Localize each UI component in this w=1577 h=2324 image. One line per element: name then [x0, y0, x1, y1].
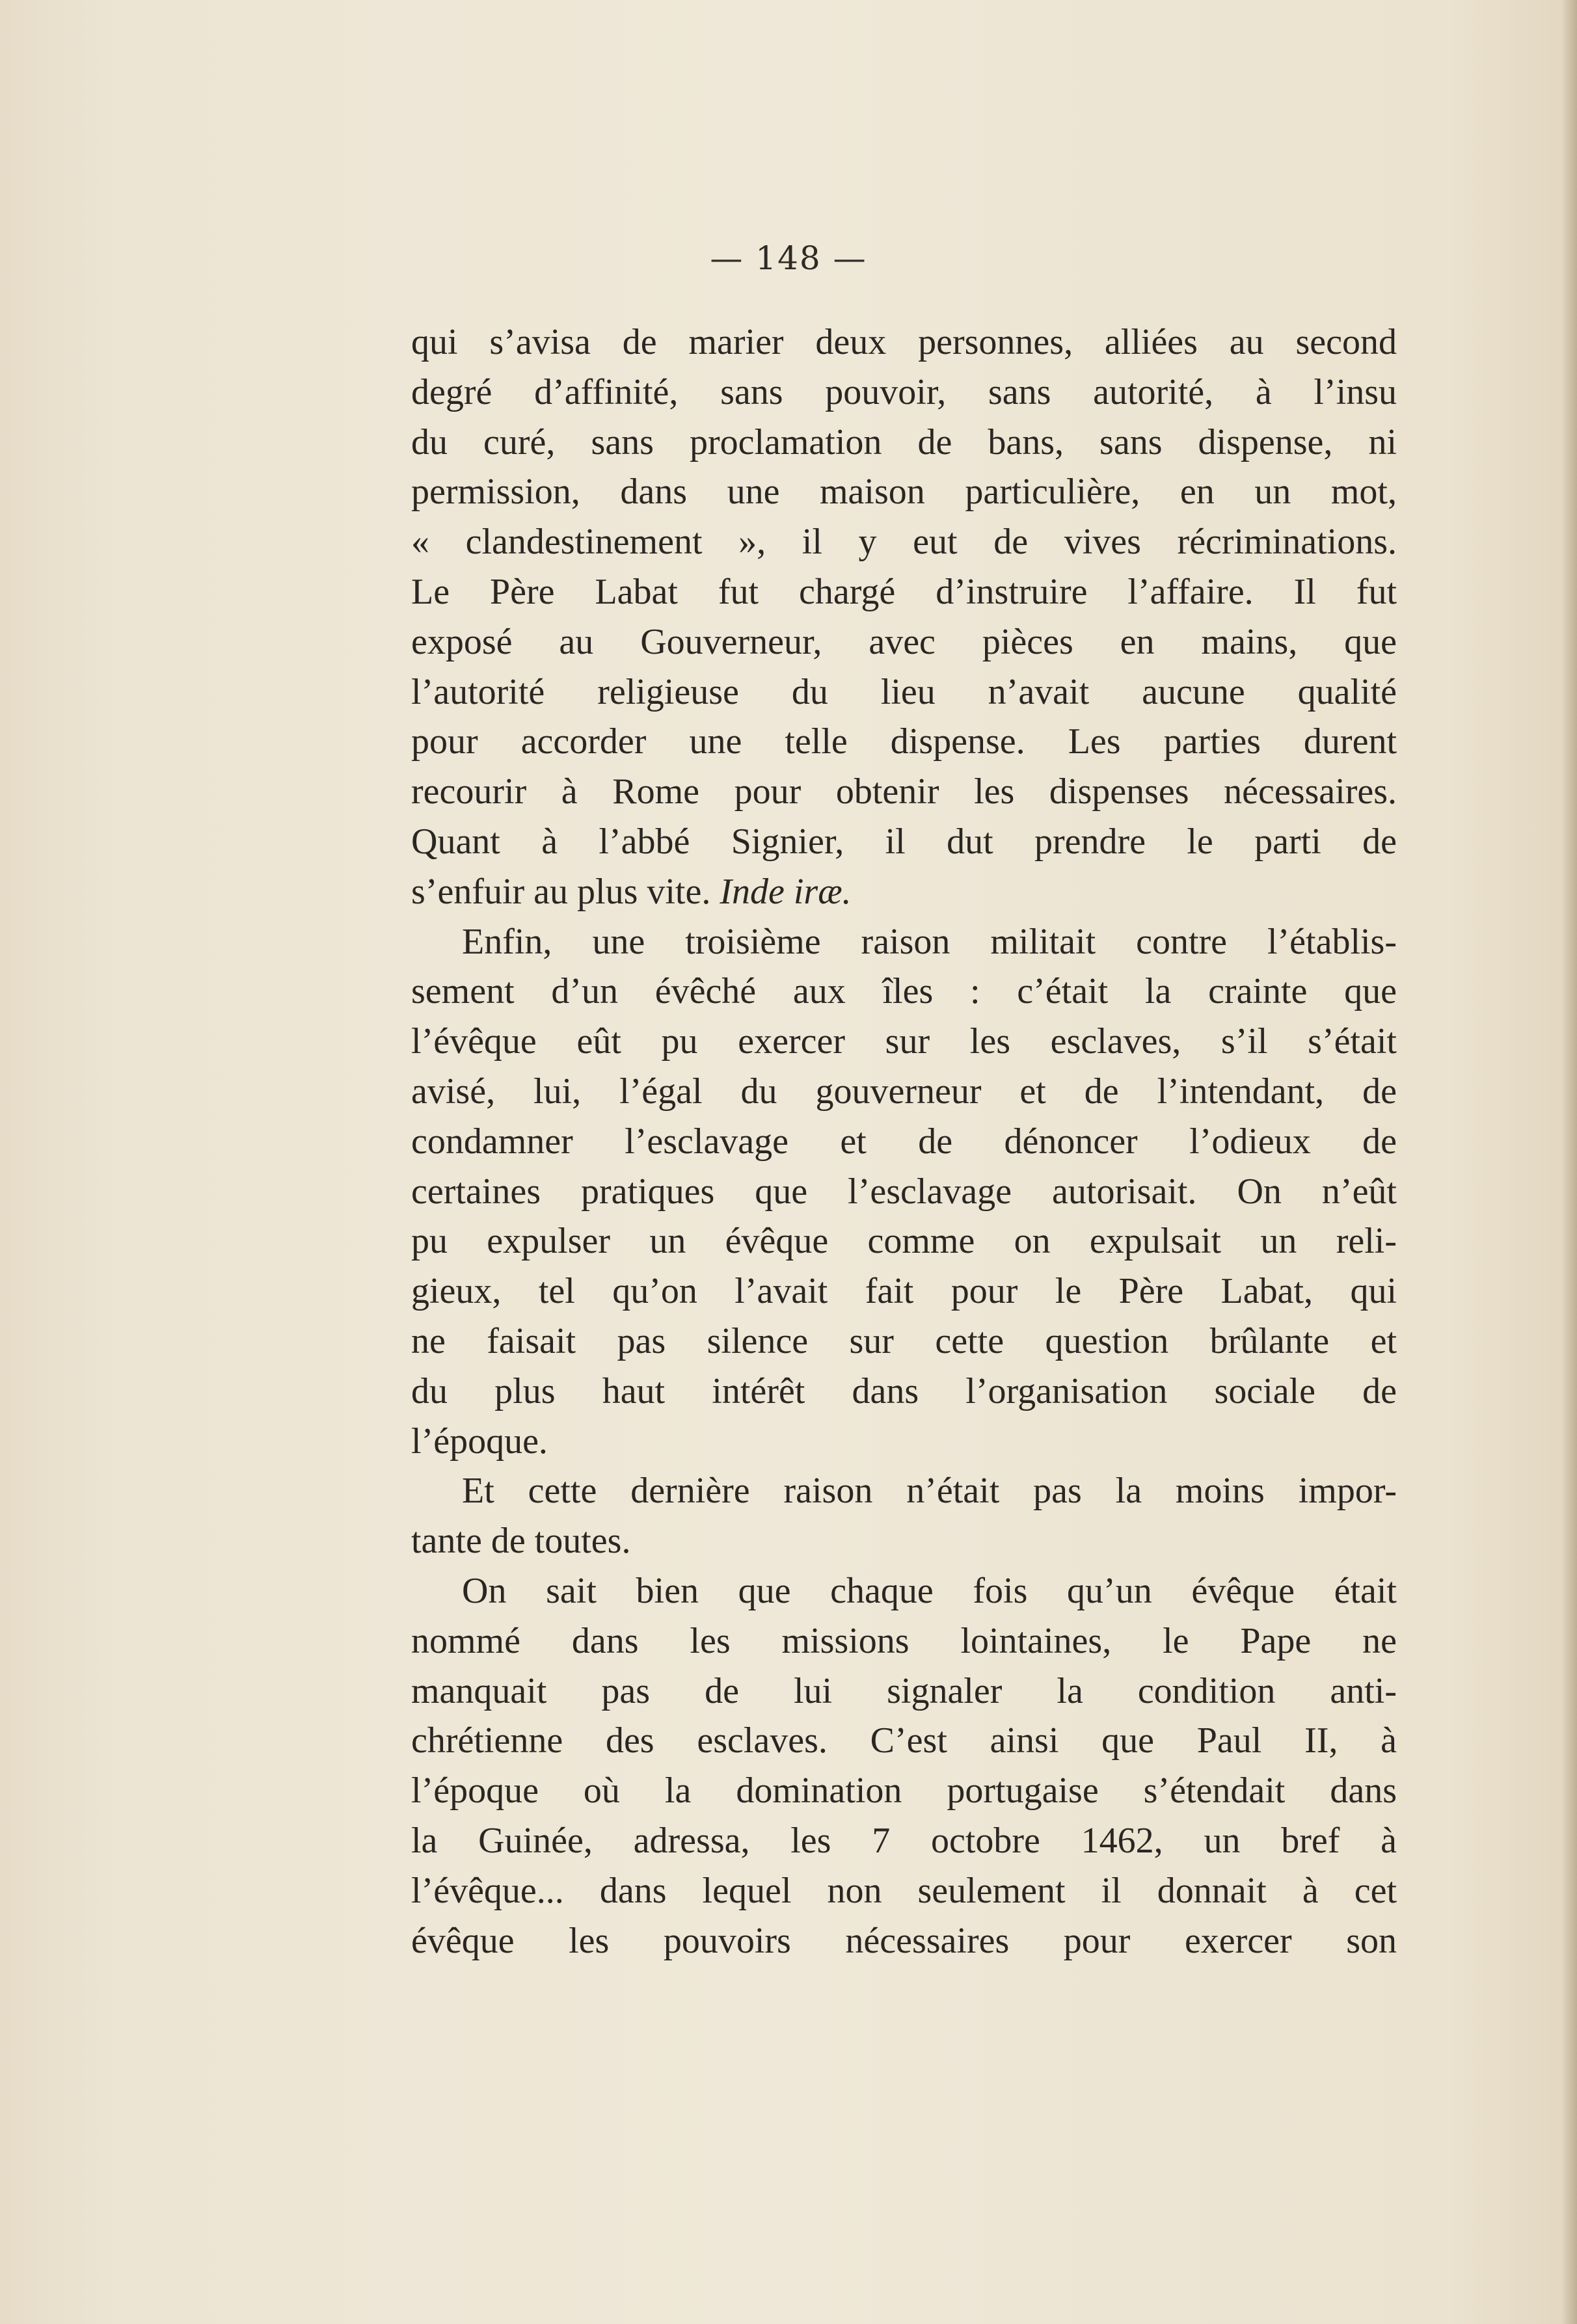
paragraph-4: [411, 1566, 1397, 1966]
text-line: du curé, sans proclamation de bans, sans dispense, ni: [411, 421, 1397, 462]
text-line: Enfin, une troisième raison militait contre l’établis-: [462, 921, 1397, 962]
text-line: avisé, lui, l’égal du gouverneur et de l’intendant, de: [411, 1071, 1397, 1112]
text-line: la Guinée, adressa, les 7 octobre 1462, un bref à: [411, 1820, 1397, 1861]
text-line: permission, dans une maison particulière, en un mot,: [411, 472, 1397, 513]
text-line: [411, 867, 1397, 917]
text-line: On sait bien que chaque fois qu’un évêque était: [462, 1570, 1397, 1611]
text-line: Quant à l’abbé Signier, il dut prendre le parti de: [411, 821, 1397, 862]
text-run: s’enfuir au plus vite.: [411, 871, 720, 912]
text-line: l’évêque eût pu exercer sur les esclaves, s’il s’était: [411, 1021, 1397, 1062]
paragraph-2: [411, 917, 1397, 1467]
text-line: ne faisait pas silence sur cette question brûlante et: [411, 1320, 1397, 1361]
paragraph-3: [411, 1466, 1397, 1566]
paragraph-1: [411, 317, 1397, 917]
text-line: pu expulser un évêque comme on expulsait un reli-: [411, 1221, 1397, 1262]
body-text: [411, 317, 1397, 1966]
text-line: l’époque.: [411, 1421, 548, 1462]
page-edge-shadow: [1561, 0, 1577, 2324]
text-line: degré d’affinité, sans pouvoir, sans autorité, à l’insu: [411, 371, 1397, 412]
text-line: nommé dans les missions lointaines, le Pape ne: [411, 1620, 1397, 1661]
text-line: exposé au Gouverneur, avec pièces en mains, que: [411, 621, 1397, 662]
text-line: condamner l’esclavage et de dénoncer l’odieux de: [411, 1121, 1397, 1162]
text-line: l’évêque... dans lequel non seulement il donnait à cet: [411, 1870, 1397, 1911]
text-line: qui s’avisa de marier deux personnes, alliées au second: [411, 322, 1397, 362]
text-line: manquait pas de lui signaler la condition anti-: [411, 1670, 1397, 1711]
text-line: chrétienne des esclaves. C’est ainsi que Paul II, à: [411, 1720, 1397, 1761]
page-number: — 148 —: [710, 239, 867, 277]
text-line: Et cette dernière raison n’était pas la moins impor-: [462, 1471, 1397, 1512]
text-line: l’époque où la domination portugaise s’étendait dans: [411, 1770, 1397, 1811]
text-line: tante de toutes.: [411, 1521, 631, 1562]
text-line: Le Père Labat fut chargé d’instruire l’affaire. Il fut: [411, 571, 1397, 612]
text-line: évêque les pouvoirs nécessaires pour exercer son: [411, 1920, 1397, 1961]
text-line: pour accorder une telle dispense. Les parties durent: [411, 721, 1397, 762]
text-line: du plus haut intérêt dans l’organisation sociale de: [411, 1370, 1397, 1411]
text-line: gieux, tel qu’on l’avait fait pour le Père Labat, qui: [411, 1271, 1397, 1312]
text-line: « clandestinement », il y eut de vives récriminations.: [411, 522, 1397, 563]
text-line: certaines pratiques que l’esclavage autorisait. On n’eût: [411, 1171, 1397, 1212]
text-line: recourir à Rome pour obtenir les dispenses nécessaires.: [411, 771, 1397, 812]
italic-phrase: Inde iræ.: [720, 871, 852, 912]
text-line: l’autorité religieuse du lieu n’avait aucune qualité: [411, 671, 1397, 712]
text-line: sement d’un évêché aux îles : c’était la crainte que: [411, 971, 1397, 1012]
